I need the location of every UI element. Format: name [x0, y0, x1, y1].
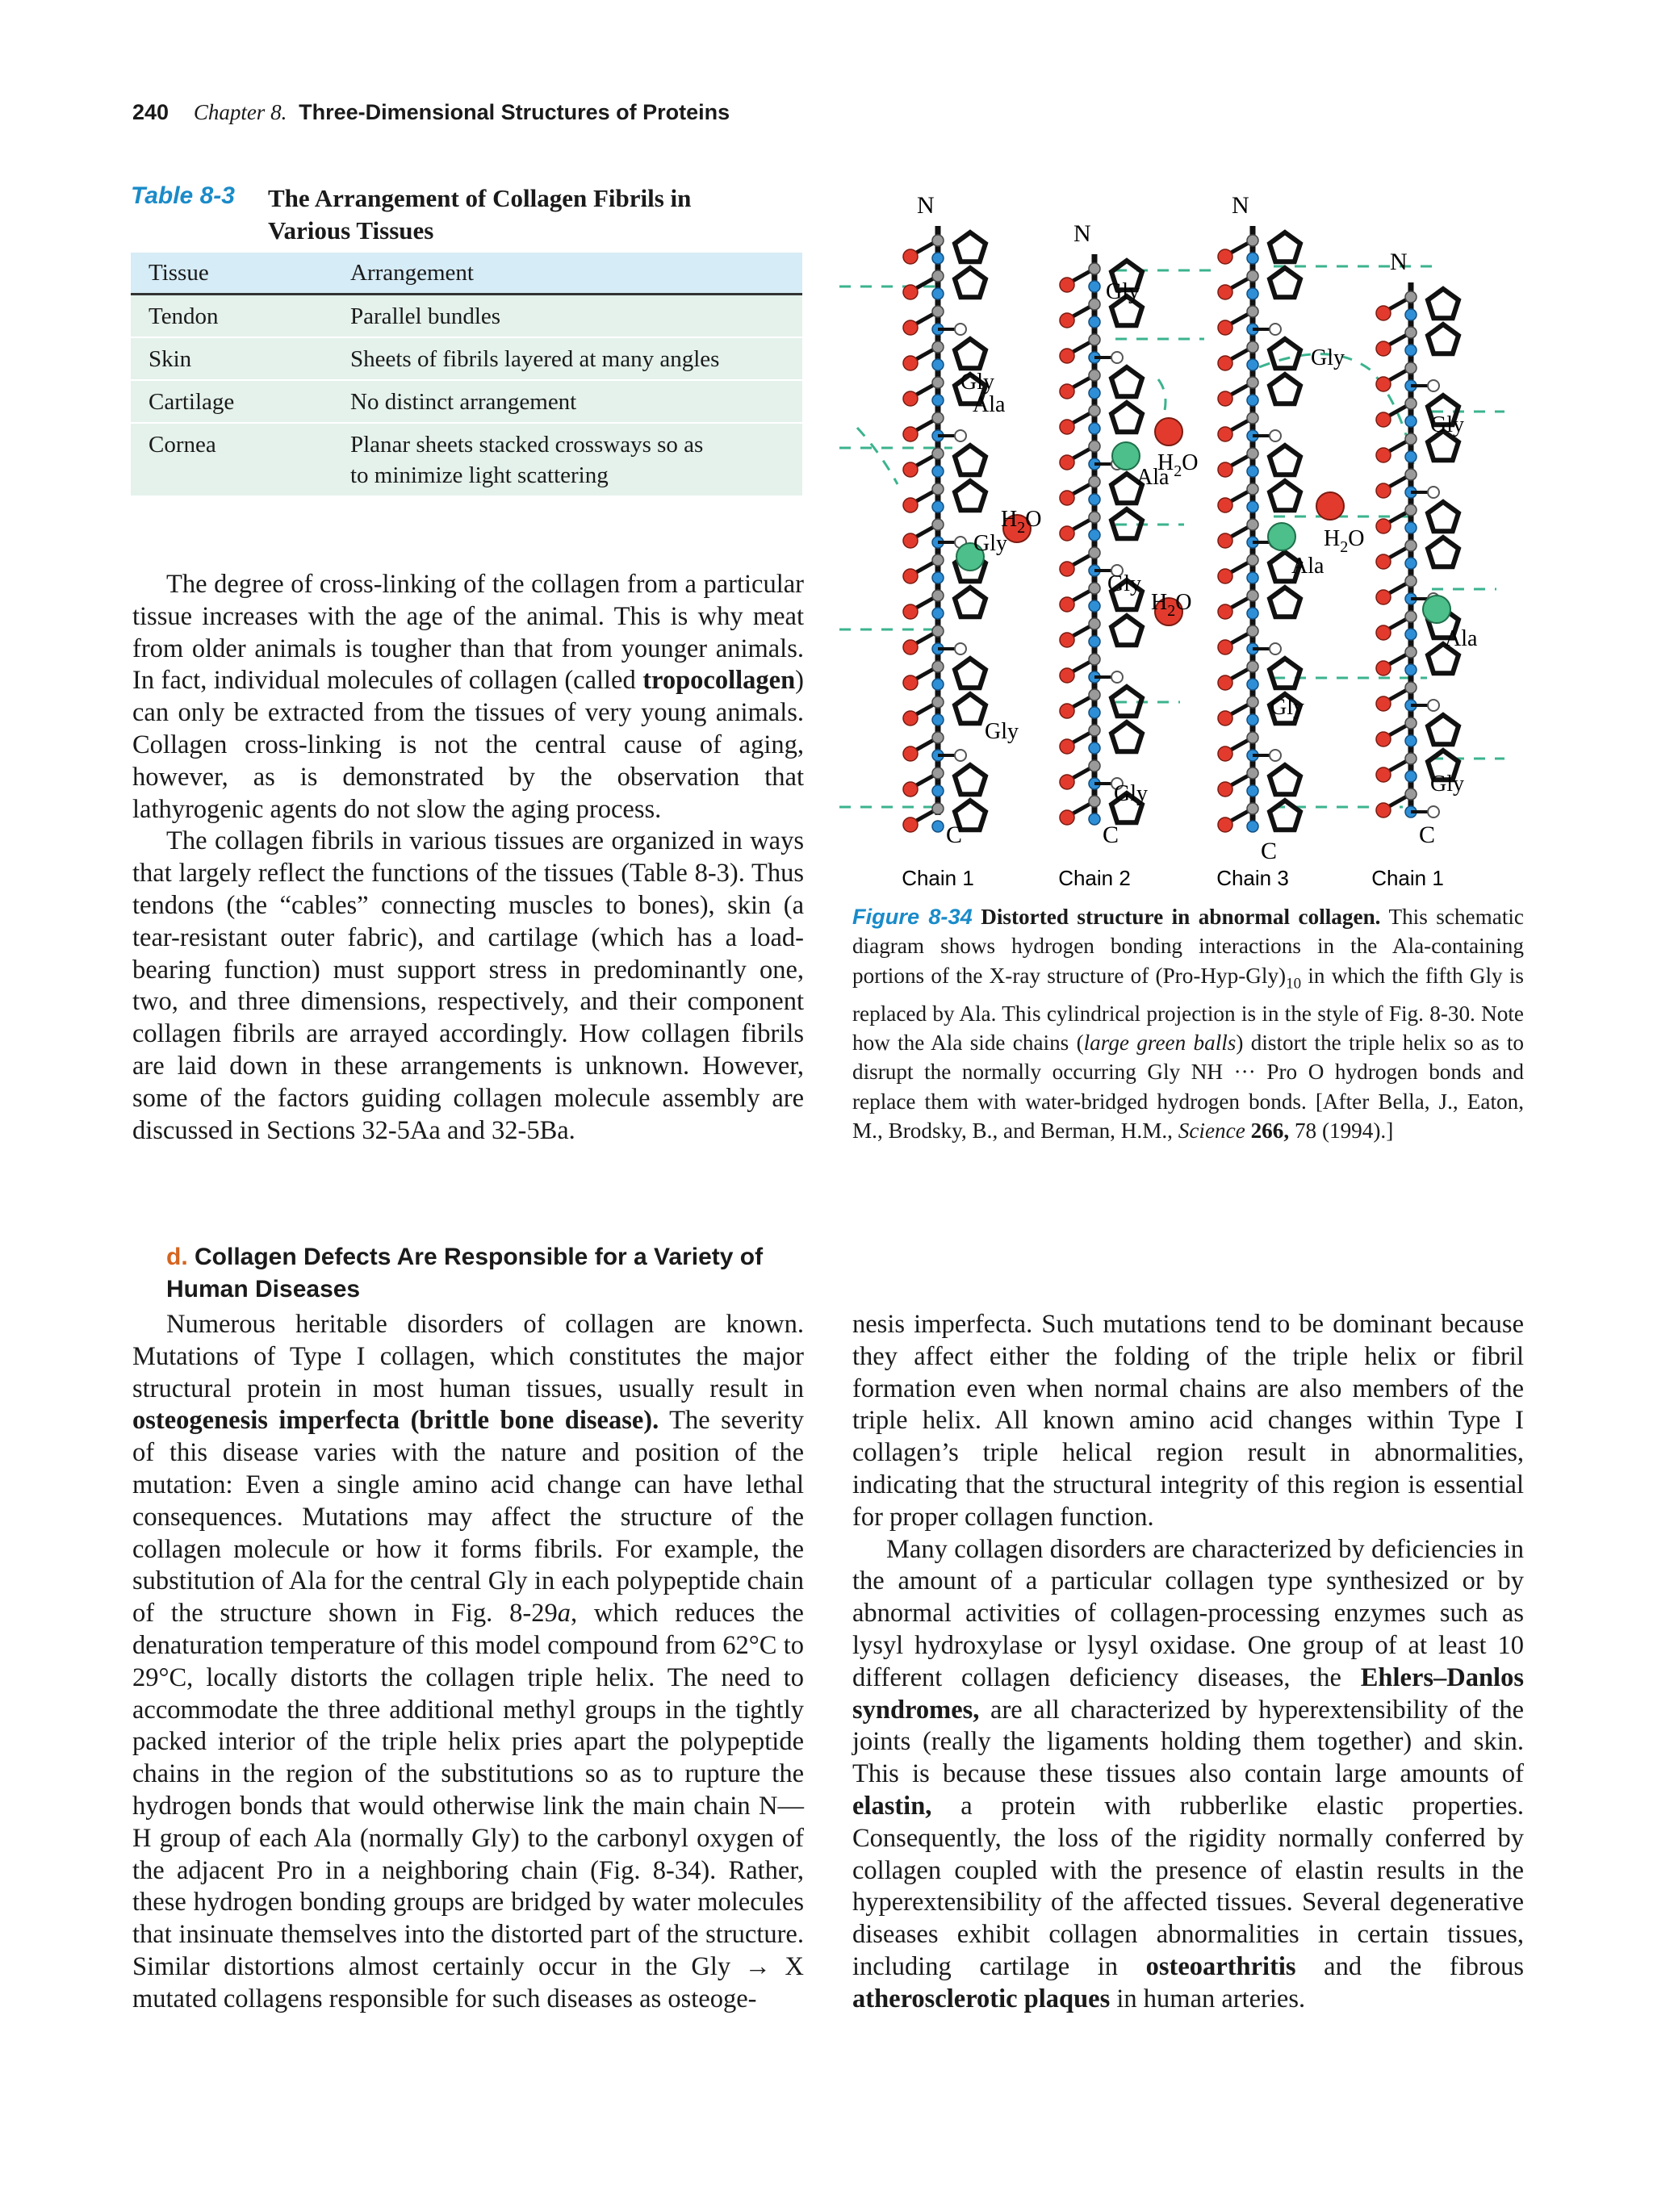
hydrogen-atom — [1270, 643, 1281, 654]
carbon-atom — [1405, 433, 1417, 445]
oxygen-atom — [1060, 562, 1074, 576]
nitrogen-atom — [932, 288, 944, 299]
carbon-atom — [1089, 796, 1100, 807]
nitrogen-atom — [1405, 309, 1417, 320]
nitrogen-atom — [932, 466, 944, 477]
proline-ring — [1428, 502, 1458, 531]
figure-labels — [917, 192, 1478, 864]
carbon-atom — [1247, 732, 1258, 743]
table-title: The Arrangement of Collagen Fibrils in Various Tissues — [268, 184, 692, 245]
alanine-sidechain — [1423, 596, 1450, 623]
chain-label: Chain 1 — [1371, 866, 1444, 890]
proline-ring — [1111, 722, 1142, 751]
n-terminus-label: N — [1390, 249, 1408, 275]
carbon-atom — [932, 732, 944, 743]
oxygen-atom — [1376, 448, 1391, 462]
oxygen-atom — [903, 391, 918, 406]
carbon-atom — [1405, 753, 1417, 764]
table-header-cell: Arrangement — [350, 253, 802, 295]
section-title: Collagen Defects Are Responsible for a Variety of Human Diseases — [166, 1244, 764, 1303]
carbon-atom — [1089, 370, 1100, 381]
ala-label: Ala — [973, 392, 1006, 417]
oxygen-atom — [903, 320, 918, 335]
oxygen-atom — [1060, 349, 1074, 363]
proline-ring — [1428, 289, 1458, 318]
carbon-atom — [932, 377, 944, 388]
ala-label: Ala — [1445, 626, 1478, 651]
nitrogen-atom — [1089, 387, 1100, 399]
carbon-atom — [1089, 583, 1100, 594]
proline-ring — [955, 339, 986, 368]
oxygen-atom — [903, 356, 918, 370]
water-label: $H_2O$ — [1001, 507, 1042, 537]
hydrogen-atom — [1270, 750, 1281, 761]
proline-ring — [1270, 445, 1300, 475]
nitrogen-atom — [932, 714, 944, 725]
table-row — [131, 423, 802, 496]
hydrogen-bond — [857, 428, 898, 484]
nitrogen-atom — [1089, 494, 1100, 505]
term-osteoarthritis: osteoarthritis — [1145, 1951, 1296, 1981]
oxygen-atom — [1218, 320, 1232, 335]
proline-ring — [955, 445, 986, 475]
c-terminus-label: C — [946, 822, 963, 848]
oxygen-atom — [1376, 377, 1391, 391]
left-column-text — [132, 569, 804, 1147]
oxygen-atom — [1376, 412, 1391, 427]
proline-ring — [955, 232, 986, 261]
gly-label: Gly — [1270, 695, 1304, 720]
hydrogen-atom — [1111, 671, 1123, 683]
table-label: Table 8-3 — [131, 182, 235, 209]
carbon-atom — [1405, 291, 1417, 303]
hydrogen-atom — [955, 430, 966, 441]
carbon-atom — [1247, 696, 1258, 708]
carbon-atom — [932, 590, 944, 601]
table-header-row — [131, 253, 802, 295]
chain-label: Chain 2 — [1058, 866, 1131, 890]
oxygen-atom — [1218, 356, 1232, 370]
section-letter: d. — [166, 1244, 188, 1270]
nitrogen-atom — [932, 572, 944, 583]
carbon-atom — [932, 270, 944, 282]
oxygen-atom — [1060, 739, 1074, 754]
carbon-atom — [1247, 661, 1258, 672]
nitrogen-atom — [1089, 281, 1100, 292]
carbon-atom — [932, 625, 944, 637]
alanine-sidechain — [1112, 442, 1140, 470]
carbon-atom — [1405, 717, 1417, 729]
carbon-atom — [1089, 334, 1100, 345]
carbon-atom — [1247, 803, 1258, 814]
oxygen-atom — [1060, 597, 1074, 612]
nitrogen-atom — [932, 359, 944, 370]
table-cell: Skin — [131, 337, 350, 380]
chain-label: Chain 3 — [1216, 866, 1289, 890]
oxygen-atom — [1060, 775, 1074, 789]
collagen-figure — [839, 178, 1509, 896]
hydrogen-atom — [955, 643, 966, 654]
carbon-atom — [1247, 306, 1258, 317]
nitrogen-atom — [1247, 466, 1258, 477]
carbon-atom — [932, 803, 944, 814]
table-cell: Tendon — [131, 295, 350, 338]
proline-ring — [1428, 324, 1458, 353]
oxygen-atom — [1218, 746, 1232, 761]
proline-ring — [1270, 232, 1300, 261]
nitrogen-atom — [1089, 600, 1100, 612]
oxygen-atom — [1218, 817, 1232, 832]
carbon-atom — [1247, 448, 1258, 459]
carbon-atom — [932, 306, 944, 317]
proline-ring — [1270, 481, 1300, 510]
oxygen-atom — [1060, 704, 1074, 718]
carbon-atom — [1089, 405, 1100, 416]
oxygen-atom — [1376, 519, 1391, 533]
section-left-column — [132, 1309, 804, 2016]
oxygen-atom — [903, 427, 918, 441]
water-molecule — [1316, 492, 1344, 520]
water-molecule — [1155, 418, 1182, 445]
carbon-atom — [1089, 263, 1100, 274]
carbon-atom — [1247, 767, 1258, 779]
term-tropocollagen: tropocollagen — [642, 666, 796, 696]
table-header-cell: Tissue — [131, 253, 350, 295]
carbon-atom — [932, 412, 944, 424]
oxygen-atom — [1060, 384, 1074, 399]
carbon-atom — [932, 661, 944, 672]
nitrogen-atom — [1247, 714, 1258, 725]
oxygen-atom — [903, 462, 918, 477]
carbon-atom — [932, 696, 944, 708]
hydrogen-atom — [1428, 700, 1439, 711]
nitrogen-atom — [1089, 316, 1100, 328]
nitrogen-atom — [1247, 253, 1258, 264]
table-cell: Planar sheets stacked crossways so as to minimize light scattering — [350, 423, 802, 496]
c-terminus-label: C — [1419, 822, 1436, 848]
carbon-atom — [1089, 476, 1100, 487]
section-right-column — [852, 1309, 1524, 2016]
table-cell: Cartilage — [131, 380, 350, 423]
nitrogen-atom — [1089, 813, 1100, 825]
gly-label: Gly — [1430, 412, 1464, 437]
nitrogen-atom — [1405, 451, 1417, 462]
gly-label: Gly — [1114, 781, 1148, 806]
oxygen-atom — [903, 285, 918, 299]
term-elastin: elastin, — [852, 1791, 932, 1821]
carbon-atom — [1247, 377, 1258, 388]
carbon-atom — [1247, 270, 1258, 282]
carbon-atom — [1089, 760, 1100, 771]
gly-label: Gly — [1107, 571, 1141, 596]
oxygen-atom — [903, 249, 918, 264]
oxygen-atom — [1060, 633, 1074, 647]
paragraph: Many collagen disorders are characterized by deficiencies in the amount of a particular collagen type synthesized or by abnormal activities of collagen-processing enzymes such as lysyl hydroxylase or lysyl oxidase. One group of at least 10 different collagen deficiency diseases, the Ehlers–Danlos syndromes, are all characterized by hyperextensibility of the joints (really the ligaments holding them together) and skin. This is because these tissues also contain large amounts of elastin, a protein with rubberlike elastic properties. Consequently, the loss of the rigidity normally conferred by collagen coupled with the presence of elastin results in the hyperextensibility of the affected tissues. Several degenerative diseases exhibit collagen abnormalities in certain tissues, including cartilage in osteoarthritis and the fibrous atherosclerotic plaques in human arteries. — [852, 1534, 1525, 2013]
nitrogen-atom — [932, 608, 944, 619]
page-number: 240 — [132, 100, 169, 124]
c-terminus-label: C — [1103, 822, 1119, 848]
oxygen-atom — [1218, 711, 1232, 725]
hydrogen-atom — [1428, 380, 1439, 391]
carbon-atom — [1089, 654, 1100, 665]
oxygen-atom — [1218, 249, 1232, 264]
water-label: $H_2O$ — [1157, 450, 1199, 480]
nitrogen-atom — [1405, 416, 1417, 427]
carbon-atom — [1405, 575, 1417, 587]
table-row — [131, 295, 802, 338]
oxygen-atom — [1060, 668, 1074, 683]
alanine-sidechain — [1268, 523, 1295, 550]
oxygen-atom — [1218, 427, 1232, 441]
oxygen-atom — [1218, 533, 1232, 548]
table-cell: Cornea — [131, 423, 350, 496]
proline-ring — [1270, 268, 1300, 297]
nitrogen-atom — [1405, 771, 1417, 782]
carbon-atom — [932, 554, 944, 566]
carbon-atom — [1247, 412, 1258, 424]
gly-label: Gly — [973, 531, 1007, 556]
carbon-atom — [1089, 547, 1100, 558]
oxygen-atom — [903, 640, 918, 654]
section-heading — [166, 1241, 804, 1306]
nitrogen-atom — [1247, 821, 1258, 832]
term-osteogenesis-imperfecta: osteogenesis imperfecta (brittle bone disease). — [132, 1406, 659, 1436]
oxygen-atom — [1218, 782, 1232, 797]
oxygen-atom — [1060, 313, 1074, 328]
carbon-atom — [932, 483, 944, 495]
carbon-atom — [1247, 235, 1258, 246]
carbon-atom — [1089, 618, 1100, 629]
nitrogen-atom — [1247, 608, 1258, 619]
figure-caption: Figure 8-34 Distorted structure in abnormal collagen. This schematic diagram shows hydrogen bonding interactions in the Ala-containing portions of the X-ray structure of $(Pro-Hyp-Gly)_{10}$ in which the fifth Gly is replaced by Ala. This cylindrical projection is in the style of Fig. 8-30. Note how the Ala side chains (large green balls) distort the triple helix so as to disrupt the normally occurring Gly NH ··· Pro O hydrogen bonds and replace them with water-bridged hydrogen bonds. [After Bella, J., Eaton, M., Brodsky, B., and Berman, H.M., Science 266, 78 (1994).] — [852, 904, 1525, 1144]
carbon-atom — [1089, 725, 1100, 736]
carbon-atom — [1405, 469, 1417, 480]
oxygen-atom — [1060, 455, 1074, 470]
oxygen-atom — [1218, 569, 1232, 583]
carbon-atom — [1405, 362, 1417, 374]
oxygen-atom — [1376, 306, 1391, 320]
oxygen-atom — [1376, 803, 1391, 817]
oxygen-atom — [1218, 462, 1232, 477]
proline-ring — [955, 765, 986, 794]
nitrogen-atom — [1089, 423, 1100, 434]
nitrogen-atom — [1089, 707, 1100, 718]
oxygen-atom — [1218, 285, 1232, 299]
nitrogen-atom — [1089, 742, 1100, 754]
gly-label: Gly — [1106, 279, 1140, 304]
nitrogen-atom — [1405, 629, 1417, 640]
c-terminus-label: C — [1261, 838, 1278, 864]
oxygen-atom — [903, 533, 918, 548]
oxygen-atom — [1376, 767, 1391, 782]
chapter-label: Chapter 8. — [193, 100, 287, 124]
proline-ring — [955, 268, 986, 297]
carbon-atom — [1247, 590, 1258, 601]
nitrogen-atom — [1247, 359, 1258, 370]
water-label: $H_2O$ — [1151, 590, 1192, 620]
table-row — [131, 380, 802, 423]
oxygen-atom — [1218, 498, 1232, 512]
chapter-title: Three-Dimensional Structures of Proteins — [299, 100, 730, 124]
carbon-atom — [932, 341, 944, 353]
ala-label: Ala — [1291, 554, 1324, 579]
oxygen-atom — [903, 782, 918, 797]
proline-ring — [955, 694, 986, 723]
oxygen-atom — [903, 746, 918, 761]
carbon-atom — [1247, 483, 1258, 495]
oxygen-atom — [1376, 625, 1391, 640]
proline-ring — [1111, 616, 1142, 645]
table-cell: No distinct arrangement — [350, 380, 802, 423]
nitrogen-atom — [1247, 572, 1258, 583]
n-terminus-label: N — [917, 192, 935, 219]
carbon-atom — [1405, 646, 1417, 658]
hydrogen-atom — [955, 750, 966, 761]
oxygen-atom — [1376, 661, 1391, 675]
carbon-atom — [1405, 327, 1417, 338]
hydrogen-atom — [1428, 806, 1439, 817]
nitrogen-atom — [1405, 522, 1417, 533]
nitrogen-atom — [1089, 529, 1100, 541]
nitrogen-atom — [932, 501, 944, 512]
oxygen-atom — [1060, 420, 1074, 434]
proline-ring — [955, 659, 986, 688]
proline-ring — [955, 481, 986, 510]
running-head — [132, 100, 730, 125]
carbon-atom — [1405, 788, 1417, 800]
nitrogen-atom — [1089, 636, 1100, 647]
table-cell: Parallel bundles — [350, 295, 802, 338]
carbon-atom — [932, 767, 944, 779]
oxygen-atom — [1376, 341, 1391, 356]
carbon-atom — [1247, 519, 1258, 530]
paragraph: Numerous heritable disorders of collagen are known. Mutations of Type I collagen, which constitutes the major structural protein in most human tissues, usually result in osteogenesis imperfecta (brittle bone disease). The severity of this disease varies with the nature and position of the mutation: Even a single amino acid change can have lethal consequences. Mutations may affect the structure of the collagen molecule or how it forms fibrils. For example, the substitution of Ala for the central Gly in each polypeptide chain of the structure shown in Fig. 8-29a, which reduces the denaturation temperature of this model compound from 62°C to 29°C, locally distorts the collagen triple helix. The need to accommodate the three additional methyl groups in the tightly packed interior of the triple helix pries apart the polypeptide chains in the region of the substitutions so as to rupture the hydrogen bonds that would otherwise link the main chain N—H group of each Ala (normally Gly) to the carbonyl oxygen of the adjacent Pro in a neighboring chain (Fig. 8-34). Rather, these hydrogen bonding groups are bridged by water molecules that insinuate themselves into the distorted part of the structure. Similar distortions almost certainly occur in the Gly → X mutated collagens responsible for such diseases as osteoge- — [132, 1310, 804, 2013]
nitrogen-atom — [1405, 664, 1417, 675]
table-row — [131, 337, 802, 380]
carbon-atom — [1089, 689, 1100, 700]
carbon-atom — [1089, 299, 1100, 310]
oxygen-atom — [1060, 491, 1074, 505]
water-label: $H_2O$ — [1324, 526, 1365, 556]
nitrogen-atom — [932, 253, 944, 264]
term-ehlers-danlos: Ehlers–Danlos syndromes, — [852, 1662, 1524, 1725]
gly-label: Gly — [1430, 771, 1464, 797]
proline-ring — [1270, 659, 1300, 688]
carbon-atom — [1247, 341, 1258, 353]
hydrogen-atom — [1111, 352, 1123, 363]
oxygen-atom — [903, 498, 918, 512]
nitrogen-atom — [932, 821, 944, 832]
oxygen-atom — [903, 604, 918, 619]
oxygen-atom — [1376, 696, 1391, 711]
nitrogen-atom — [932, 679, 944, 690]
carbon-atom — [932, 519, 944, 530]
carbon-atom — [1247, 554, 1258, 566]
carbon-atom — [932, 235, 944, 246]
oxygen-atom — [903, 711, 918, 725]
oxygen-atom — [1218, 604, 1232, 619]
nitrogen-atom — [1405, 345, 1417, 356]
nitrogen-atom — [1247, 288, 1258, 299]
collagen-arrangement-table — [131, 253, 802, 497]
carbon-atom — [1089, 441, 1100, 452]
oxygen-atom — [903, 675, 918, 690]
nitrogen-atom — [1247, 395, 1258, 406]
proline-ring — [1270, 587, 1300, 617]
oxygen-atom — [1060, 526, 1074, 541]
proline-ring — [1270, 801, 1300, 830]
paragraph: nesis imperfecta. Such mutations tend to be dominant because they affect either the folding of the triple helix or fibril formation even when normal chains are also members of the triple helix. All known amino acid changes within Type I collagen’s triple helical region result in abnormalities, indicating that the structural integrity of this region is essential for proper collagen function. — [852, 1310, 1524, 1532]
oxygen-atom — [1376, 554, 1391, 569]
carbon-atom — [1405, 504, 1417, 516]
gly-label: Gly — [1311, 345, 1345, 370]
carbon-atom — [1405, 682, 1417, 693]
proline-ring — [1270, 339, 1300, 368]
oxygen-atom — [1060, 278, 1074, 292]
carbon-atom — [1405, 611, 1417, 622]
table-cell: Sheets of fibrils layered at many angles — [350, 337, 802, 380]
nitrogen-atom — [1247, 785, 1258, 797]
n-terminus-label: N — [1073, 220, 1091, 247]
proline-ring — [955, 587, 986, 617]
oxygen-atom — [1218, 640, 1232, 654]
paragraph: The degree of cross-linking of the collagen from a particular tissue increases with the age of the animal. This is why meat from older animals is tougher than that from younger animals. In fact, individual molecules of collagen (called tropocollagen) can only be extracted from the tissues of very young animals. Collagen cross-linking is not the central cause of aging, however, as is demonstrated by the observation that lathyrogenic agents do not slow the aging process. — [132, 570, 804, 824]
oxygen-atom — [1376, 483, 1391, 498]
proline-ring — [1111, 403, 1142, 432]
nitrogen-atom — [1247, 679, 1258, 690]
oxygen-atom — [903, 569, 918, 583]
gly-label: Gly — [960, 370, 994, 395]
nitrogen-atom — [932, 785, 944, 797]
nitrogen-atom — [932, 395, 944, 406]
nitrogen-atom — [1405, 558, 1417, 569]
paragraph: The collagen fibrils in various tissues are organized in ways that largely reflect the functions of the tissues (Table 8-3). Thus tendons (the “cables” connecting muscles to bones), skin (a tear-resistant outer fabric), and cartilage (which has a load-bearing function) must support stress in predominantly one, two, and three dimensions, respectively, and their component collagen fibrils are arrayed accordingly. How collagen fibrils are laid down in these arrangements is unknown. However, some of the factors guiding collagen molecule assembly are discussed in Sections 32-5Aa and 32-5Ba. — [132, 826, 804, 1145]
proline-ring — [1270, 374, 1300, 404]
carbon-atom — [1089, 512, 1100, 523]
hydrogen-atom — [1428, 487, 1439, 498]
proline-ring — [1111, 367, 1142, 396]
carbon-atom — [1247, 625, 1258, 637]
carbon-atom — [1405, 540, 1417, 551]
nitrogen-atom — [1405, 735, 1417, 746]
chain-label: Chain 1 — [902, 866, 974, 890]
figure-label: Figure 8-34 — [852, 904, 973, 929]
proline-ring — [1270, 765, 1300, 794]
nitrogen-atom — [1247, 501, 1258, 512]
carbon-atom — [1405, 398, 1417, 409]
oxygen-atom — [1376, 732, 1391, 746]
carbon-atom — [932, 448, 944, 459]
proline-ring — [1428, 715, 1458, 744]
term-atherosclerotic-plaques: atherosclerotic plaques — [852, 1984, 1111, 2013]
proline-ring — [1428, 537, 1458, 567]
oxygen-atom — [1376, 590, 1391, 604]
hydrogen-atom — [955, 324, 966, 335]
hydrogen-bond — [1158, 379, 1165, 420]
ala-label: Ala — [1136, 465, 1170, 490]
n-terminus-label: N — [1232, 192, 1249, 219]
hydrogen-atom — [1270, 324, 1281, 335]
oxygen-atom — [1218, 391, 1232, 406]
hydrogen-atom — [1270, 430, 1281, 441]
oxygen-atom — [903, 817, 918, 832]
oxygen-atom — [1060, 810, 1074, 825]
oxygen-atom — [1218, 675, 1232, 690]
gly-label: Gly — [985, 719, 1019, 744]
